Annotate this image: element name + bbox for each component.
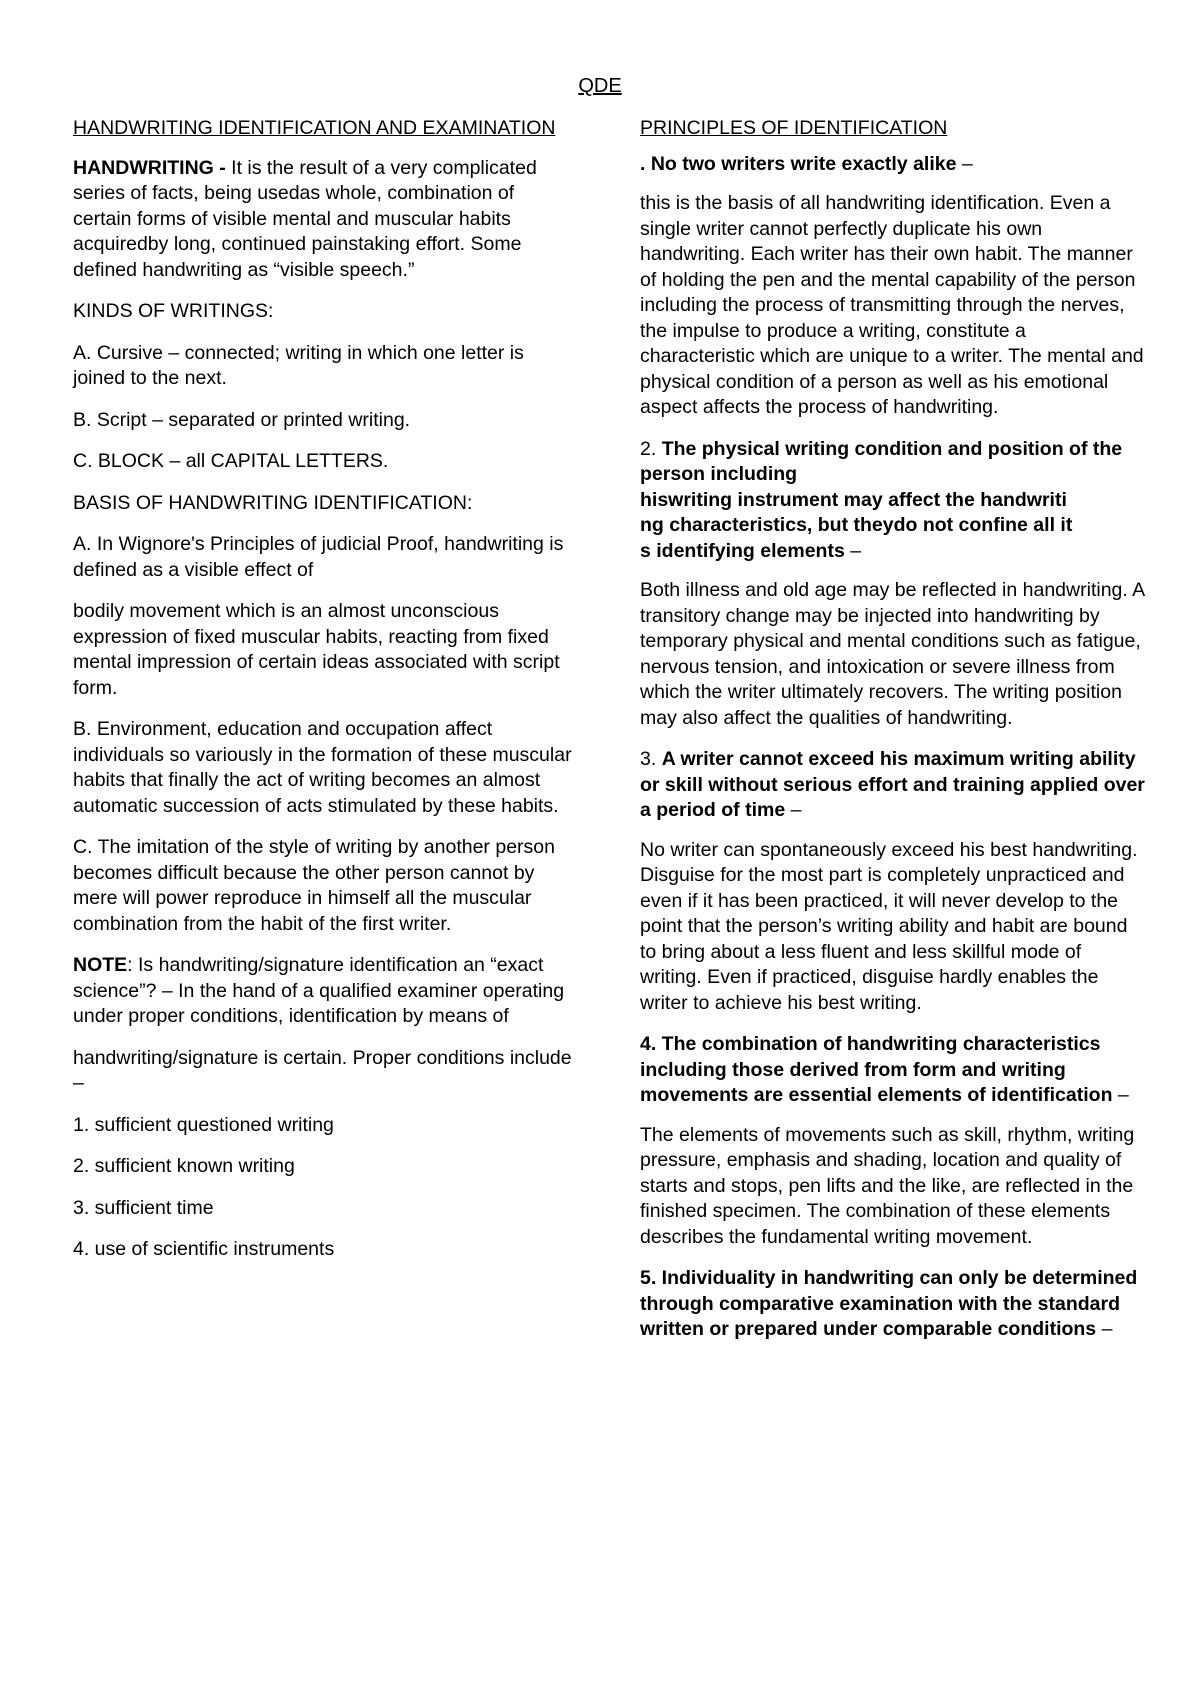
principle-2-text: Both illness and old age may be reflected in handwriting. A transitory change may be injected into handwriting by temporary physical and mental conditions such as fatigue, nervous tension, and intoxication or severe illness from which the writer ultimately recovers. The writing position may also affect the qualities of handwriting. xyxy=(640,579,1145,729)
principle-2-title-line: ng characteristics, but theydo not confine all it xyxy=(640,514,1073,536)
basis-a-part1: A. In Wignore's Principles of judicial Proof, handwriting is defined as a visible effect of xyxy=(73,533,564,581)
condition-item: 2. sufficient known writing xyxy=(73,1155,295,1177)
principle-3-number: 3. xyxy=(640,748,662,770)
principle-2-dash: – xyxy=(844,539,862,562)
principle-2-title-line: The physical writing condition and position of the person including xyxy=(640,437,1123,485)
definition-term: HANDWRITING - xyxy=(73,156,232,179)
principle-1-text: this is the basis of all handwriting identification. Even a single writer cannot perfectly duplicate his own handwriting. Each writer has their own habit. The manner of holding the pen and the mental capability of the person including the process of transmitting through the nerves, the impulse to produce a writing, constitute a characteristic which are unique to a writer. The mental and physical condition of a person as well as his emotional aspect affects the process of handwriting. xyxy=(640,192,1144,418)
principle-4-dash: – xyxy=(1112,1084,1129,1106)
right-column xyxy=(640,116,1145,1359)
principle-2-title-line: hiswriting instrument may affect the handwriti xyxy=(640,488,1067,511)
condition-item: 3. sufficient time xyxy=(73,1196,214,1219)
principle-1-dash: – xyxy=(956,152,973,175)
kinds-heading: KINDS OF WRITINGS: xyxy=(73,300,274,322)
principle-1-title xyxy=(640,152,1145,178)
kind-block: C. BLOCK – all CAPITAL LETTERS. xyxy=(73,450,389,472)
principle-2-title xyxy=(640,437,1145,565)
principle-4-text: The elements of movements such as skill, rhythm, writing pressure, emphasis and shading, location and quality of starts and stops, pen lifts and the like, are reflected in the finished specimen. The combination of these elements describes the fundamental writing movement. xyxy=(640,1123,1135,1248)
principle-3-title xyxy=(640,747,1145,824)
basis-a-part2: bodily movement which is an almost unconscious expression of fixed muscular habits, reacting from fixed mental impression of certain ideas associated with script form. xyxy=(73,600,560,699)
kind-cursive: A. Cursive – connected; writing in which one letter is joined to the next. xyxy=(73,341,524,389)
basis-heading: BASIS OF HANDWRITING IDENTIFICATION: xyxy=(73,491,473,514)
principle-1-title-text: . No two writers write exactly alike xyxy=(640,152,957,175)
principle-2-number: 2. xyxy=(640,437,662,460)
principle-2-title-line: s identifying elements xyxy=(640,539,845,562)
principle-5-title xyxy=(640,1266,1145,1343)
principle-3-text: No writer can spontaneously exceed his best handwriting. Disguise for the most part is completely unpracticed and even if it has been practiced, it will never develop to the point that the person’s writing ability and habit are bound to bring about a less fluent and less skillful mode of writing. Even if practiced, disguise hardly enables the writer to achieve his best writing. xyxy=(640,838,1138,1014)
document-title: QDE xyxy=(578,75,622,97)
note-text: : Is handwriting/signature identification an “exact science”? – In the hand of a qualified examiner operating under proper conditions, identification by means of xyxy=(73,954,565,1027)
principle-3-dash: – xyxy=(785,799,802,821)
kind-script: B. Script – separated or printed writing. xyxy=(73,408,411,431)
left-column xyxy=(73,116,573,1279)
condition-item: 4. use of scientific instruments xyxy=(73,1238,335,1260)
note-term: NOTE xyxy=(73,954,128,976)
principle-4-title xyxy=(640,1032,1145,1109)
note-continuation: handwriting/signature is certain. Proper conditions include – xyxy=(73,1046,572,1094)
principle-5-title-text: 5. Individuality in handwriting can only be determined through comparative examination with the standard written or prepared under comparable conditions xyxy=(640,1267,1138,1340)
basis-c: C. The imitation of the style of writing by another person becomes difficult because the other person cannot by mere will power reproduce in himself all the muscular combination from the habit of the first writer. xyxy=(73,836,555,935)
principle-5-dash: – xyxy=(1096,1318,1113,1340)
handwriting-definition xyxy=(73,156,573,284)
condition-item: 1. sufficient questioned writing xyxy=(73,1113,334,1136)
principle-3-title-text: A writer cannot exceed his maximum writing ability or skill without serious effort and training applied over a period of time xyxy=(640,748,1145,821)
definition-text: It is the result of a very complicated series of facts, being usedas whole, combination of certain forms of visible mental and muscular habits acquiredby long, continued painstaking effort. Some defined handwriting as “visible speech.” xyxy=(73,156,537,281)
note-paragraph xyxy=(73,953,573,1030)
principle-4-title-text: 4. The combination of handwriting characteristics including those derived from form and writing movements are essential elements of identification xyxy=(640,1033,1113,1106)
section-heading-principles: PRINCIPLES OF IDENTIFICATION xyxy=(640,117,948,139)
section-heading-handwriting: HANDWRITING IDENTIFICATION AND EXAMINATION xyxy=(73,117,556,139)
basis-b: B. Environment, education and occupation affect individuals so variously in the formation of these muscular habits that finally the act of writing becomes an almost automatic succession of acts stimulated by these habits. xyxy=(73,718,572,817)
